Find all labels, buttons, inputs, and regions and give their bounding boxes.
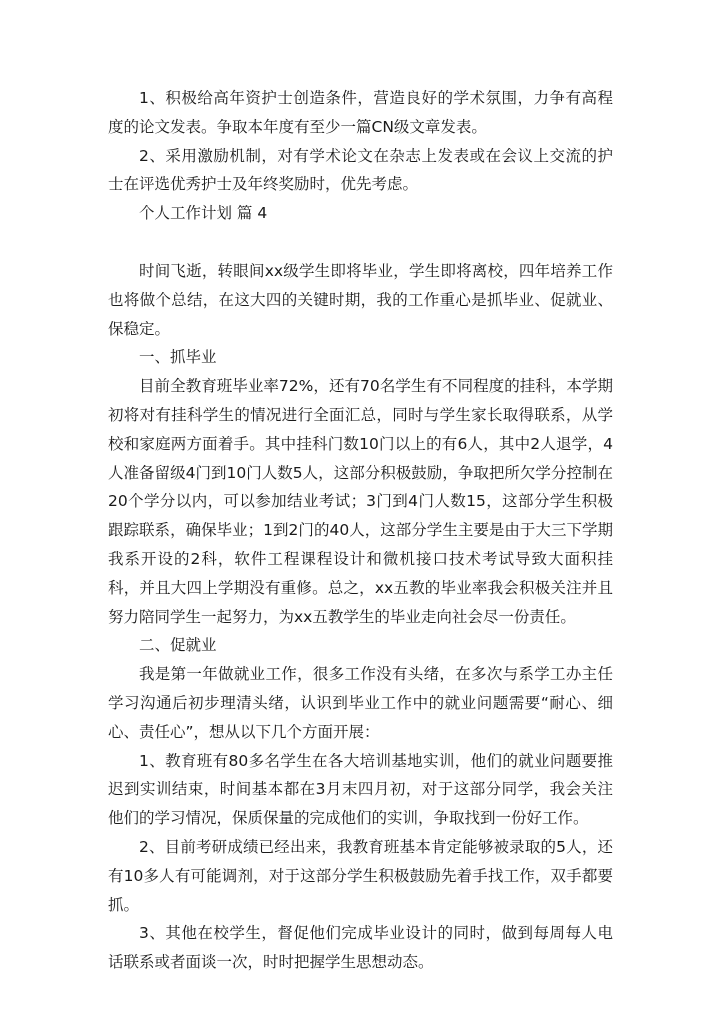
heading-employment: 二、促就业 <box>139 636 217 655</box>
paragraph-graduation-details: 目前全教育班毕业率72%，还有70名学生有不同程度的挂科，本学期初将对有挂科学生的情况进行全面汇总，同时与学生家长取得联系，从学校和家庭两方面着手。其中挂科门数10门以上的有6人，其中2人退学，4人准备留级4门到10门人数5人，这部分积极鼓励，争取把所欠学分控制在20个学分以内，可以参加结业考试；3门到4门人数15，这部分学生积极跟踪联系，确保毕业；1到2门的40人，这部分学生主要是由于大三下学期我系开设的2科，软件工程课程设计和微机接口技术考试导致大面积挂科，并且大四上学期没有重修。总之，xx五教的毕业率我会积极关注并且努力陪同学生一起努力，为xx五教学生的毕业走向社会尽一份责任。 <box>108 377 613 626</box>
heading-graduation: 一、抓毕业 <box>139 348 217 367</box>
paragraph-graduate-exam: 2、目前考研成绩已经出来，我教育班基本肯定能够被录取的5人，还有10多人有可能调剂，对于这部分学生积极鼓励先着手找工作，双手都要抓。 <box>108 837 613 914</box>
paragraph-employment-intro: 我是第一年做就业工作，很多工作没有头绪，在多次与系学工办主任学习沟通后初步理清头绪，认识到毕业工作中的就业问题需要“耐心、细心、责任心”，想从以下几个方面开展： <box>108 665 613 741</box>
paragraph-on-campus-students: 3、其他在校学生，督促他们完成毕业设计的同时，做到每周每人电话联系或者面谈一次，时时把握学生思想动态。 <box>108 924 613 972</box>
paragraph-training-students: 1、教育班有80多名学生在各大培训基地实训，他们的就业问题要推迟到实训结束，时间基本都在3月末四月初，对于这部分同学，我会关注他们的学习情况，保质保量的完成他们的实训，争取找到一份好工作。 <box>108 751 613 828</box>
document-page <box>108 84 613 977</box>
section-title: 个人工作计划 篇 4 <box>139 204 268 223</box>
paragraph-incentive-mechanism: 2、采用激励机制，对有学术论文在杂志上发表或在会议上交流的护士在评选优秀护士及年终奖励时，优先考虑。 <box>108 146 613 194</box>
blank-line <box>108 228 613 257</box>
paragraph-intro: 时间飞逝，转眼间xx级学生即将毕业，学生即将离校，四年培养工作也将做个总结，在这大四的关键时期，我的工作重心是抓毕业、促就业、保稳定。 <box>108 261 613 338</box>
paragraph-academic-atmosphere: 1、积极给高年资护士创造条件，营造良好的学术氛围，力争有高程度的论文发表。争取本年度有至少一篇CN级文章发表。 <box>108 89 613 136</box>
